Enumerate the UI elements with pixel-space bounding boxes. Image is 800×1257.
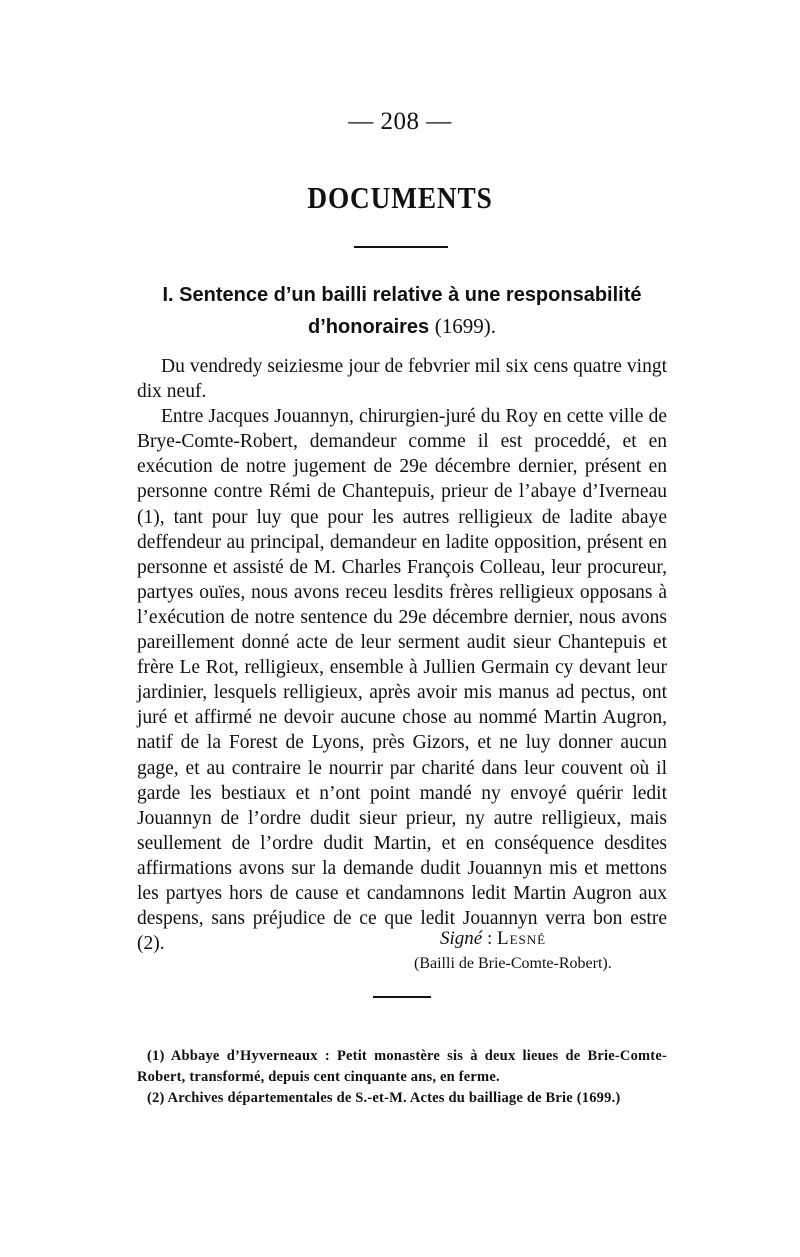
signature-line [440, 928, 546, 950]
body-text [137, 354, 667, 956]
signature-separator: : [482, 928, 497, 949]
footnote-1: (1) Abbaye d’Hyverneaux : Petit monastère sis à deux lieues de Brie-Comte-Robert, transformé, depuis cent cinquante ans, en ferme. [137, 1048, 667, 1085]
paragraph-sentence: Entre Jacques Jouannyn, chirurgien-juré du Roy en cette ville de Brye-Comte-Robert, demandeur comme il est proceddé, et en exécution de notre jugement de 29e décembre dernier, présent en personne contre Rémi de Chantepuis, prieur de l’abaye d’Iverneau (1), tant pour luy que pour les autres relligieux de ladite abaye deffendeur au principal, demandeur en ladite opposition, présent en personne et assisté de M. Charles François Colleau, leur procureur, partyes ouïes, nous avons receu lesdits frères relligieux opposans à l’exécution de notre sentence du 29e décembre dernier, nous avons pareillement donné acte de leur serment audit sieur Chantepuis et frère Le Rot, relligieux, ensemble à Jullien Germain cy devant leur jardinier, lesquels relligieux, après avoir mis manus ad pectus, ont juré et affirmé ne devoir aucune chose au nommé Martin Augron, natif de la Forest de Lyons, près Gizors, et ne luy donner aucun gage, et au contraire le nourrir par charité dans leur couvent où il garde les bestiaux et n’ont point mandé ny envoyé quérir ledit Jouannyn de l’ordre dudit sieur prieur, ny autre relligieux, mais seullement de l’ordre dudit Martin, et en conséquence desdites affirmations avons sur la demande dudit Jouannyn mis et mettons les partyes hors de cause et candamnons ledit Martin Augron aux despens, sans préjudice de ce que ledit Jouannyn verra bon estre (2). [137, 406, 667, 955]
signature-name: Lesné [497, 928, 547, 949]
section-heading-text: I. Sentence d’un bailli relative à une responsabilité d’honoraires [162, 284, 642, 338]
footnote-2: (2) Archives départementales de S.-et-M. Actes du bailliage de Brie (1699.) [147, 1090, 621, 1106]
footnote-divider [373, 996, 431, 998]
title-divider [354, 246, 448, 248]
section-heading-year: (1699). [434, 314, 496, 338]
signature-title: (Bailli de Brie-Comte-Robert). [414, 955, 612, 972]
signature-prefix: Signé [440, 928, 483, 949]
page-number: — 208 — [348, 108, 452, 135]
footnotes [137, 1046, 667, 1109]
section-heading [137, 280, 667, 343]
paragraph-date: Du vendredy seiziesme jour de febvrier mil six cens quatre vingt dix neuf. [137, 356, 667, 403]
document-title: DOCUMENTS [307, 180, 493, 215]
